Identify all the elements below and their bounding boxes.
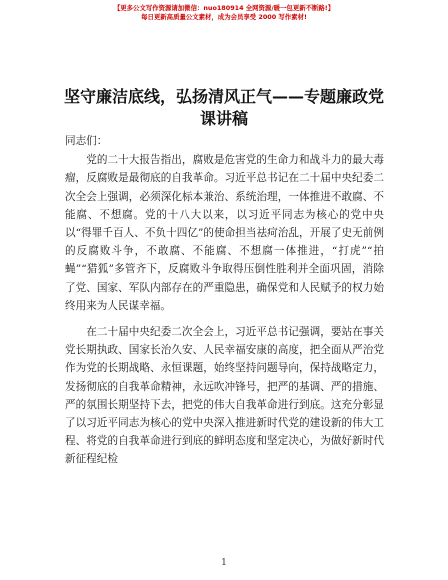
paragraph-2: 在二十届中央纪委二次全会上，习近平总书记强调，要站在事关党长期执政、国家长治久安、人民幸福安康的高度，把全面从严治党作为党的长期战略、永恒课题，始终坚持问题导向，保持战略定力，发扬彻底的自我革命精神，永远吹冲锋号，把严的基调、严的措施、严的氛围长期坚持下去，把党的伟大自我革命进行到底。这充分彰显了以习近平同志为核心的党中央深入推进新时代党的建设新的伟大工程、将党的自我革命进行到底的鲜明态度和坚定决心，为做好新时代新征程纪检 xyxy=(65,326,384,466)
banner-line-2: 每日更新高质量公文素材，成为会员享受 2000 写作素材! xyxy=(141,13,307,21)
document-title: 坚守廉洁底线，弘扬清风正气——专题廉政党课讲稿 xyxy=(63,87,384,128)
page-number: 1 xyxy=(221,558,227,568)
paragraph-1: 党的二十大报告指出，腐败是危害党的生命力和战斗力的最大毒瘤，反腐败是最彻底的自我革命。习近平总书记在二十届中央纪委二次全会上强调，必须深化标本兼治、系统治理，一体推进不敢腐、不能腐、不想腐。党的十八大以来，以习近平同志为核心的党中央以“得罪千百人、不负十四亿”的使命担当祛疴治乱，开展了史无前例的反腐败斗争，不敢腐、不能腐、不想腐一体推进，“打虎”“拍蝇”“猎狐”多管齐下，反腐败斗争取得压倒性胜利并全面巩固，消除了党、国家、军队内部存在的严重隐患，确保党和人民赋予的权力始终用来为人民谋幸福。 xyxy=(65,154,384,312)
banner-line-1: 【更多公文写作资源请加微信：nuo180914 全网资源/暖一包更新不断路!】 xyxy=(113,4,335,12)
greeting: 同志们： xyxy=(65,135,108,147)
document-body xyxy=(65,132,384,469)
header-banner xyxy=(0,4,448,22)
